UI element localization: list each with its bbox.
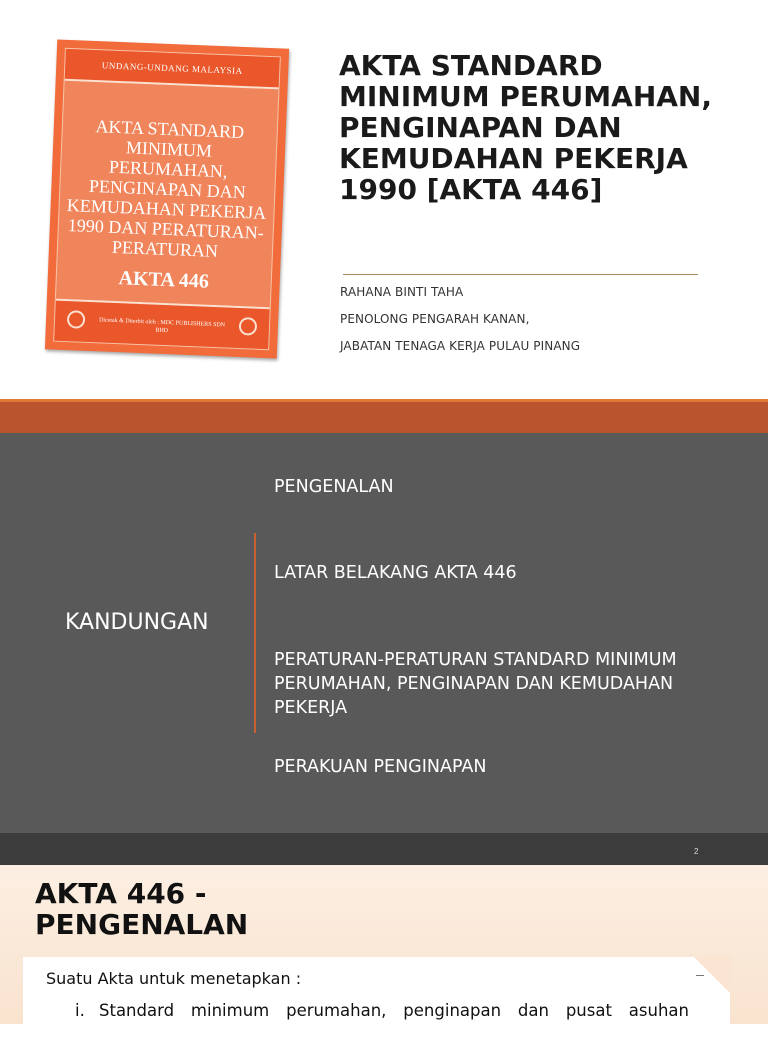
contents-item: PERATURAN-PERATURAN STANDARD MINIMUM PERUMAHAN, PENGINAPAN DAN KEMUDAHAN PEKERJA: [274, 650, 677, 718]
book-cover-publisher: Dicetak & Diterbit oleh : MDC PUBLISHERS SDN BHD: [98, 317, 226, 335]
contents-divider: [254, 533, 256, 733]
page-number: 2: [694, 847, 699, 856]
contents-item: PENGENALAN: [274, 477, 394, 497]
contents-item: PERAKUAN PENGINAPAN: [274, 757, 487, 777]
slide-title: AKTA STANDARD MINIMUM PERUMAHAN, PENGINAPAN DAN KEMUDAHAN PEKERJA 1990 [AKTA 446]: [339, 49, 712, 206]
list-item-number: i.: [75, 1001, 85, 1020]
contents-slide: [0, 433, 768, 865]
seal-icon: [67, 310, 86, 329]
slide-footer-band: [0, 399, 768, 433]
contents-item: LATAR BELAKANG AKTA 446: [274, 563, 517, 583]
introduction-slide: [0, 865, 768, 1024]
author-position: PENOLONG PENGARAH KANAN,: [340, 312, 530, 326]
decorative-dash: [696, 975, 704, 976]
book-cover-header: UNDANG-UNDANG MALAYSIA: [65, 49, 280, 90]
title-slide: [0, 0, 768, 400]
seal-icon: [239, 317, 258, 336]
book-cover-footer: [54, 299, 270, 350]
book-cover-title: AKTA STANDARD MINIMUM PERUMAHAN, PENGINAPAN DAN KEMUDAHAN PEKERJA 1990 DAN PERATURAN-PERATURAN: [66, 116, 267, 262]
title-divider: [343, 274, 698, 275]
book-cover-image: [45, 39, 289, 358]
book-cover-act: AKTA 446: [118, 267, 210, 293]
contents-title: KANDUNGAN: [65, 610, 209, 635]
slide-bottom-bar: [0, 833, 768, 865]
intro-text: Suatu Akta untuk menetapkan :: [46, 969, 302, 988]
author-name: RAHANA BINTI TAHA: [340, 285, 464, 299]
section-title: AKTA 446 - PENGENALAN: [35, 877, 249, 941]
list-item-text: Standard minimum perumahan, penginapan dan pusat asuhan: [99, 1001, 689, 1020]
author-department: JABATAN TENAGA KERJA PULAU PINANG: [340, 339, 581, 353]
